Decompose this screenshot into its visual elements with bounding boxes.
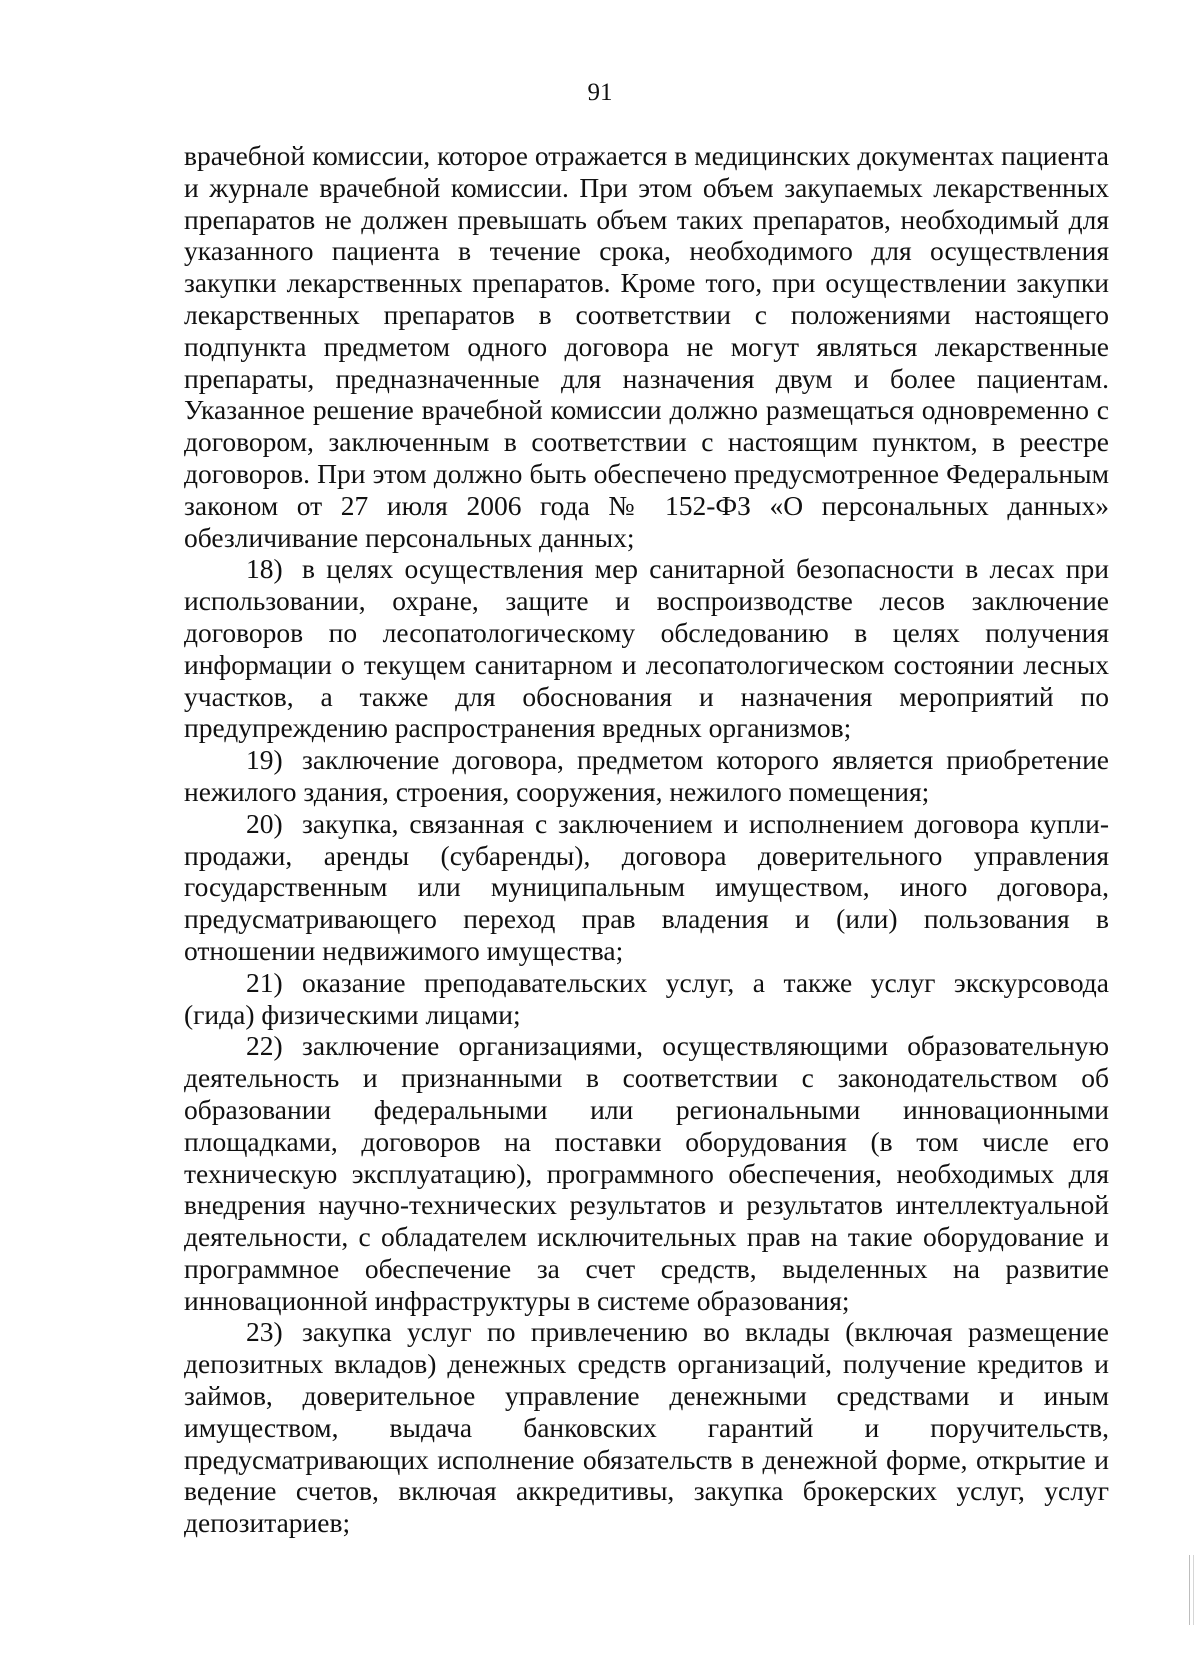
list-item-23 [184,1316,1109,1539]
paragraph-continuation [184,140,1109,553]
item-number: 22) [246,1030,283,1062]
document-body [184,140,1109,1539]
list-item-21 [184,967,1109,1031]
item-text: оказание преподавательских услуг, а также услуг экскурсовода (гида) физическими лицами; [184,966,1109,1030]
item-number: 19) [246,744,283,776]
list-item-18 [184,553,1109,744]
item-number: 23) [246,1316,283,1348]
item-number: 18) [246,553,283,585]
page-number: 91 [587,79,613,106]
item-text: в целях осуществления мер санитарной безопасности в лесах при использовании, охране, защите и воспроизводстве лесов заключение договоров по лесопатологическому обследованию в целях получения информации о текущем санитарном и лесопатологическом состоянии лесных участков, а также для обоснования и назначения мероприятий по предупреждению распространения вредных организмов; [184,553,1109,744]
scan-edge-mark [1189,1555,1194,1625]
paragraph-text: врачебной комиссии, которое отражается в медицинских документах пациента и журнале врачебной комиссии. При этом объем закупаемых лекарственных препаратов не должен превышать объем таких препаратов, необходимый для указанного пациента в течение срока, необходимого для осуществления закупки лекарственных препаратов. Кроме того, при осуществлении закупки лекарственных препаратов в соответствии с положениями настоящего подпункта предметом одного договора не могут являться лекарственные препараты, предназначенные для назначения двум и более пациентам. Указанное решение врачебной комиссии должно размещаться одновременно с договором, заключенным в соответствии с настоящим пунктом, в реестре договоров. При этом должно быть обеспечено предусмотренное Федеральным законом от 27 июля 2006 года № 152-ФЗ «О персональных данных» обезличивание персональных данных; [184,140,1109,553]
item-number: 20) [246,807,283,839]
list-item-20 [184,808,1109,967]
item-text: закупка, связанная с заключением и исполнением договора купли- продажи, аренды (субаренды), договора доверительного управления государственным или муниципальным имуществом, иного договора, предусматривающего переход прав владения и (или) пользования в отношении недвижимого имущества; [184,807,1109,966]
list-item-19 [184,744,1109,808]
item-text: заключение договора, предметом которого является приобретение нежилого здания, строения, сооружения, нежилого помещения; [184,744,1109,807]
item-text: закупка услуг по привлечению во вклады (включая размещение депозитных вкладов) денежных средств организаций, получение кредитов и займов, доверительное управление денежными средствами и иным имуществом, выдача банковских гарантий и поручительств, предусматривающих исполнение обязательств в денежной форме, открытие и ведение счетов, включая аккредитивы, закупка брокерских услуг, услуг депозитариев; [184,1316,1109,1539]
item-text: заключение организациями, осуществляющими образовательную деятельность и признанными в соответствии с законодательством об образовании федеральными или региональными инновационными площадками, договоров на поставки оборудования (в том числе его техническую эксплуатацию), программного обеспечения, необходимых для внедрения научно-технических результатов и результатов интеллектуальной деятельности, с обладателем исключительных прав на такие оборудование и программное обеспечение за счет средств, выделенных на развитие инновационной инфраструктуры в системе образования; [184,1030,1109,1316]
list-item-22 [184,1030,1109,1316]
item-number: 21) [246,966,283,998]
